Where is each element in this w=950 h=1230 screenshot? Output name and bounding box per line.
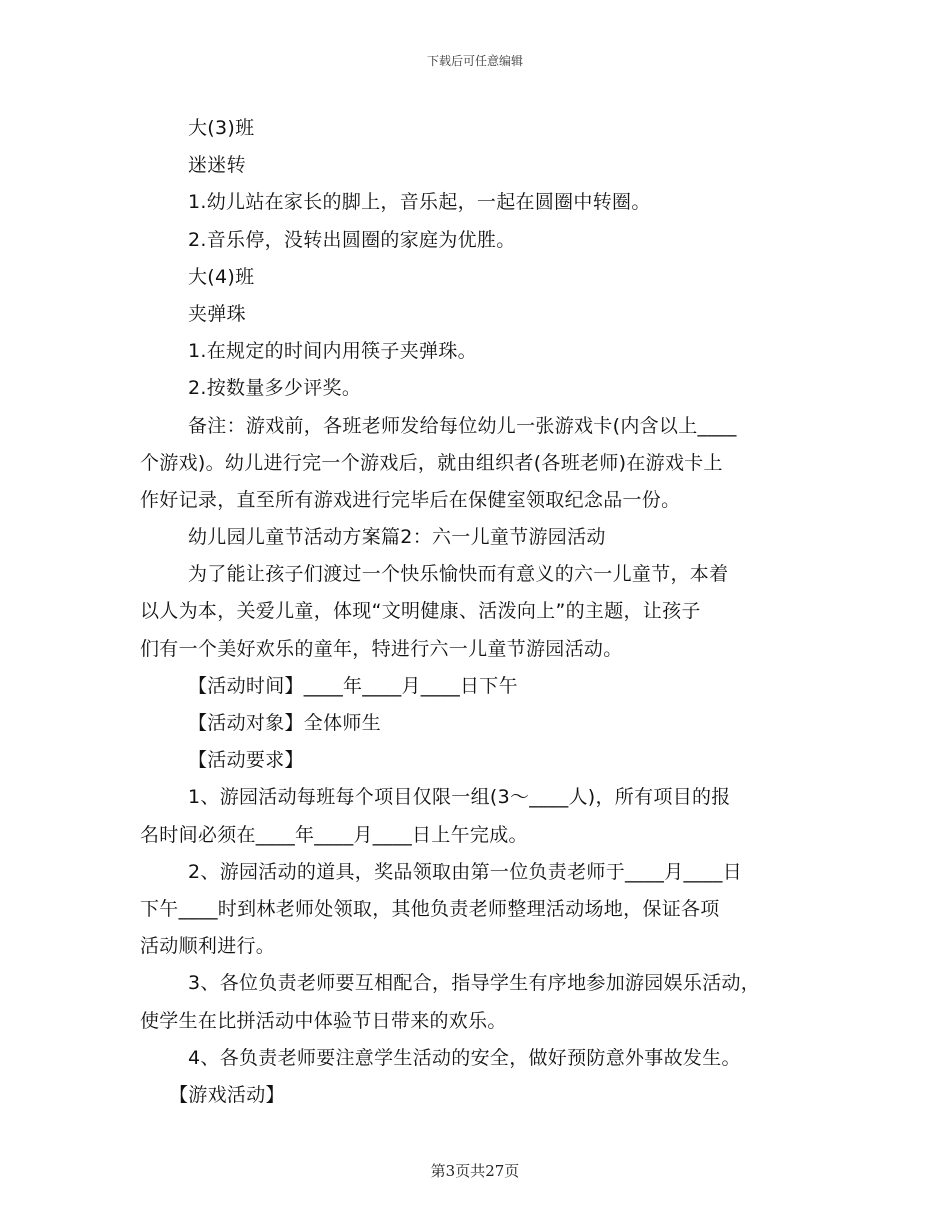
- requirement-item: 名时间必须在____年____月____日上午完成。: [140, 823, 528, 846]
- requirement-item: 活动顺利进行。: [140, 935, 276, 958]
- requirement-item: 4、各负责老师要注意学生活动的安全，做好预防意外事故发生。: [188, 1046, 741, 1069]
- intro-paragraph: 为了能让孩子们渡过一个快乐愉快而有意义的六一儿童节，本着: [188, 563, 729, 586]
- note-paragraph: 备注：游戏前，各班老师发给每位幼儿一张游戏卡(内含以上____: [188, 414, 737, 437]
- class-heading: 大(4)班: [188, 265, 255, 288]
- requirement-item: 3、各位负责老师要互相配合，指导学生有序地参加游园娱乐活动，: [188, 972, 761, 995]
- section-title: 幼儿园儿童节活动方案篇2：六一儿童节游园活动: [188, 526, 606, 549]
- game-activities-heading: 【游戏活动】: [169, 1083, 285, 1106]
- rule-item: 2.按数量多少评奖。: [188, 377, 362, 400]
- rule-item: 1.幼儿站在家长的脚上，音乐起，一起在圆圈中转圈。: [188, 191, 651, 214]
- note-paragraph: 作好记录，直至所有游戏进行完毕后在保健室领取纪念品一份。: [140, 488, 681, 511]
- rule-item: 1.在规定的时间内用筷子夹弹珠。: [188, 340, 477, 363]
- note-paragraph: 个游戏)。幼儿进行完一个游戏后，就由组织者(各班老师)在游戏卡上: [140, 451, 723, 474]
- page-header: 下载后可任意编辑: [426, 54, 523, 68]
- page-footer: 第3页共27页: [430, 1162, 520, 1180]
- game-title: 迷迷转: [188, 154, 246, 177]
- requirement-item: 使学生在比拼活动中体验节日带来的欢乐。: [140, 1009, 507, 1032]
- requirement-item: 2、游园活动的道具，奖品领取由第一位负责老师于____月____日: [188, 860, 742, 883]
- requirement-item: 1、游园活动每班每个项目仅限一组(3～____人)，所有项目的报: [188, 786, 731, 809]
- rule-item: 2.音乐停，没转出圆圈的家庭为优胜。: [188, 228, 516, 251]
- game-title: 夹弹珠: [188, 302, 246, 325]
- activity-time: 【活动时间】____年____月____日下午: [188, 674, 518, 697]
- intro-paragraph: 们有一个美好欢乐的童年，特进行六一儿童节游园活动。: [140, 637, 623, 660]
- class-heading: 大(3)班: [188, 117, 255, 139]
- activity-target: 【活动对象】全体师生: [188, 712, 382, 734]
- activity-requirements-heading: 【活动要求】: [188, 749, 304, 772]
- document-body: [140, 110, 820, 1114]
- intro-paragraph: 以人为本，关爱儿童，体现“文明健康、活泼向上”的主题，让孩子: [140, 600, 701, 623]
- requirement-item: 下午____时到林老师处领取，其他负责老师整理活动场地，保证各项: [140, 897, 720, 920]
